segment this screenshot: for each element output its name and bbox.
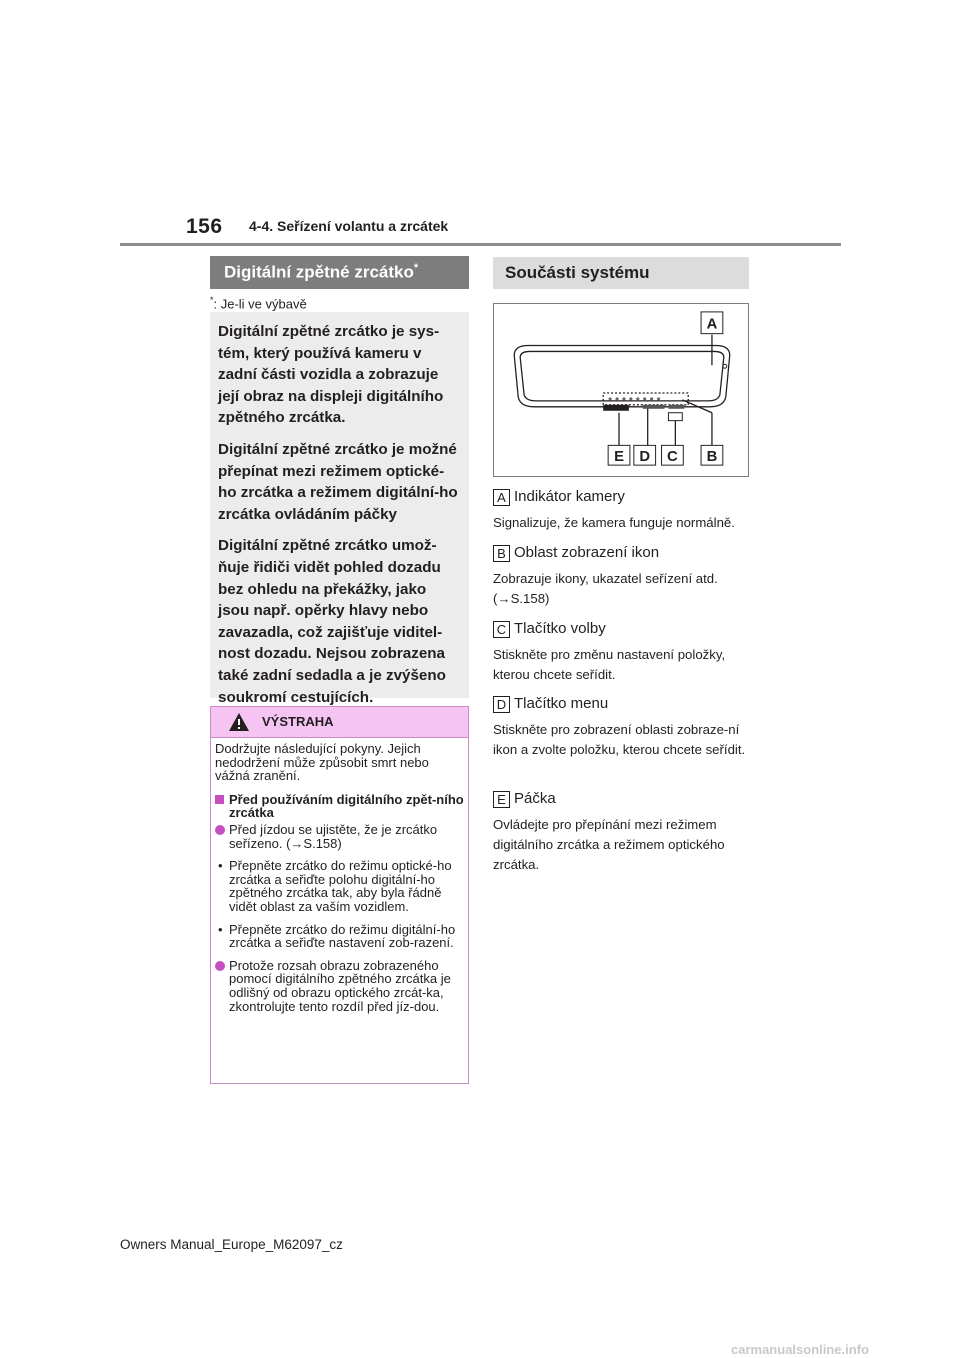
warning-section-text: Před používáním digitálního zpět-ního zrcátka [229,791,464,821]
page-number: 156 [186,215,223,238]
warning-bullet-2-text: Přepněte zrcátko do režimu digitální-ho zrcátka a seřiďte nastavení zob-razení. [229,921,456,951]
diagram-label-a: A [706,316,718,333]
component-desc: Ovládejte pro přepínání mezi režimem digitálního zrcátka a režimem optického zrcátka. [493,817,725,872]
intro-paragraph-3: Digitální zpětné zrcátko umož-ňuje řidiči vidět pohled dozadu bez ohledu na překážky, jako jsou např. opěrky hlavy nebo zavazadla, což zajišťuje viditel-nost dozadu. Nejsou zobrazena také zadní sedadla a je zvýšeno soukromí cestujících. [218,537,446,706]
intro-box [210,312,469,706]
component-title: Indikátor kamery [514,488,625,505]
component-desc: Zobrazuje ikony, ukazatel seřízení atd. (→S.158) [493,571,718,606]
footnote-text: : Je-li ve výbavě [213,296,307,312]
mirror-diagram [493,303,749,477]
warning-item-2 [215,959,464,1013]
component-a [493,488,749,533]
warning-bullet-1 [215,859,464,913]
component-desc: Stiskněte pro změnu nastavení položky, kterou chcete seřídit. [493,647,726,682]
warning-body [211,738,468,1013]
warning-triangle-icon [228,712,250,732]
dot-bullet-icon: • [218,921,223,937]
heading-asterisk: * [413,262,419,274]
chapter-title: 4-4. Seřízení volantu a zrcátek [249,218,449,234]
component-b [493,544,749,609]
warning-item-2-text: Protože rozsah obrazu zobrazeného pomocí digitálního zpětného zrcátka je odlišný od obrazu optického zrcát-ka, zkontrolujte tento rozdíl před jíz-dou. [229,957,451,1014]
component-letter-b: B [493,545,510,562]
intro-paragraph-2: Digitální zpětné zrcátko je možné přepínat mezi režimem optické-ho zrcátka a režimem digitální-ho zrcátka ovládáním páčky [218,440,458,523]
component-title: Tlačítko menu [514,695,609,712]
circle-bullet-icon [215,961,225,971]
diagram-label-d: D [639,449,651,466]
mirror-outline [514,346,729,407]
component-letter-e: E [493,791,510,808]
component-c [493,620,749,685]
heading-text: Digitální zpětné zrcátko [224,262,414,282]
diagram-label-c: C [667,449,678,466]
circle-bullet-icon [215,825,225,835]
intro-paragraph-1: Digitální zpětné zrcátko je sys-tém, který používá kameru v zadní části vozidla a zobrazuje její obraz na displeji digitálního zpětného zrcátka. [218,323,444,427]
component-title: Tlačítko volby [514,620,606,637]
square-bullet-icon [215,795,224,804]
diagram-label-b: B [706,449,718,466]
warning-box [210,706,469,1084]
warning-bullet-1-text: Přepněte zrcátko do režimu optické-ho zrcátka a seřiďte polohu digitální-ho zpětného zrcátka tak, aby byla řádně vidět oblast za vaším vozidlem. [229,858,452,914]
warning-item-1-text: Před jízdou se ujistěte, že je zrcátko seřízeno. (→S.158) [229,821,438,851]
header-rule [120,243,841,246]
component-title: Oblast zobrazení ikon [514,544,660,561]
diagram-label-e: E [614,449,624,466]
warning-bullet-2 [215,923,464,950]
component-title: Páčka [514,790,556,807]
warning-title: VÝSTRAHA [262,714,334,729]
manual-footer: Owners Manual_Europe_M62097_cz [120,1237,343,1252]
footnote [210,295,307,311]
warning-item-1 [215,823,464,850]
section-heading-digital-mirror [210,256,469,289]
component-desc: Stiskněte pro zobrazení oblasti zobraze-ní ikon a zvolte položku, kterou chcete seřídit. [493,722,746,757]
warning-intro: Dodržujte následující pokyny. Jejich nedodržení může způsobit smrt nebo vážná zranění. [215,741,429,784]
component-letter-c: C [493,621,510,638]
component-letter-a: A [493,489,510,506]
component-desc: Signalizuje, že kamera funguje normálně. [493,515,735,530]
footnote-asterisk: * [210,295,214,305]
component-e [493,790,749,875]
mirror-inner [520,351,724,400]
warning-header [211,707,468,738]
component-d [493,695,749,760]
watermark: carmanualsonline.info [731,1342,869,1357]
section-heading-components: Součásti systému [493,257,749,289]
warning-section [215,793,464,820]
dot-bullet-icon: • [218,858,223,874]
component-letter-d: D [493,696,510,713]
